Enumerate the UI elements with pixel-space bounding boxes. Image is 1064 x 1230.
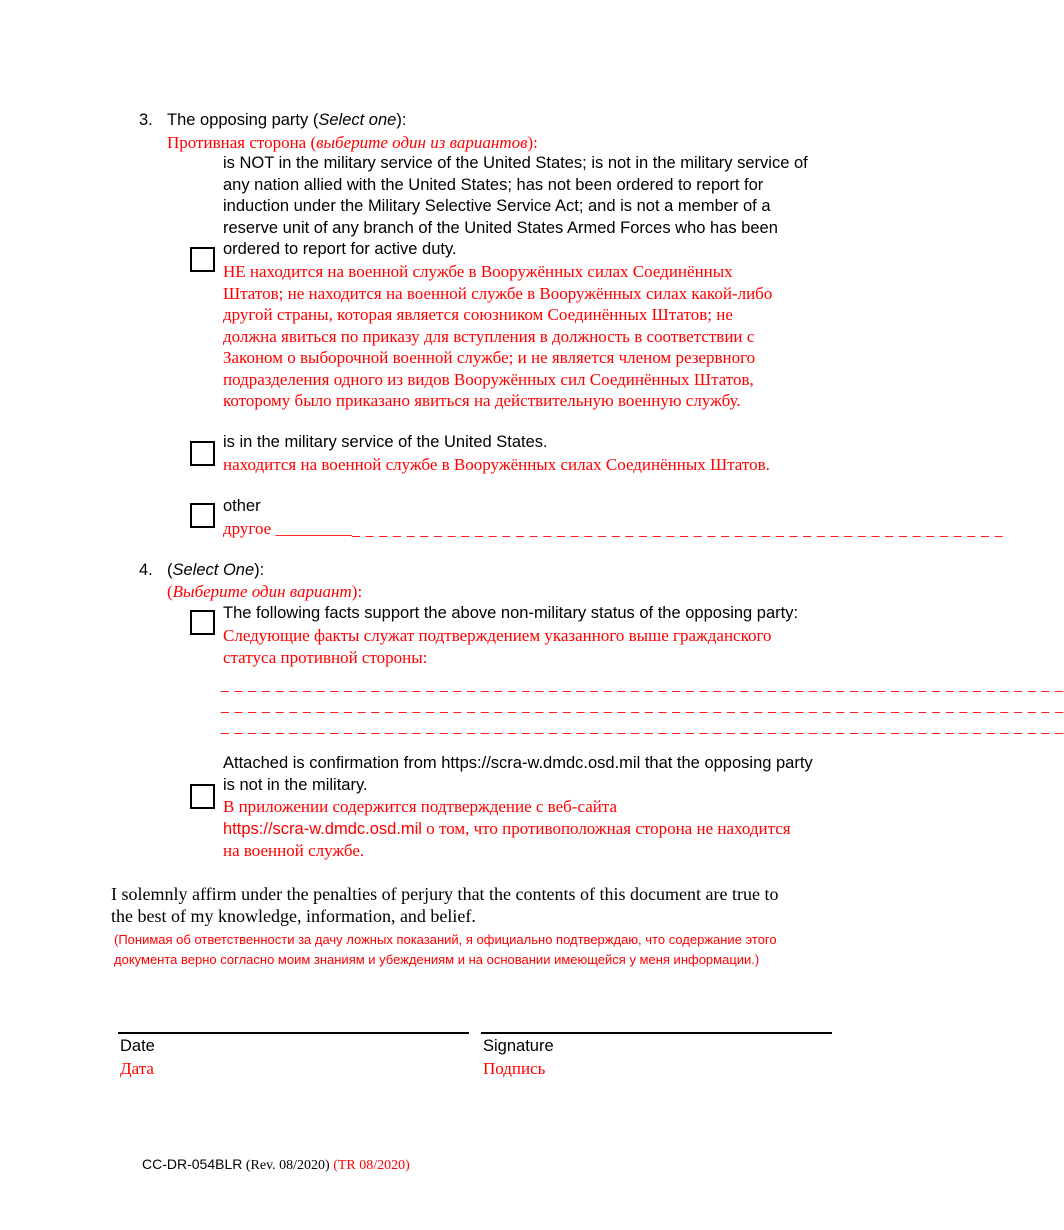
item4-number: 4. [139,561,153,579]
item3-title-suffix: ): [396,111,407,129]
date-label-ru: Дата [120,1059,154,1078]
item3-option2-checkbox[interactable] [190,441,215,466]
item4-option2-ru-line2 [223,818,791,841]
affirmation-text [111,884,778,927]
item4-facts-line[interactable]: _ _ _ _ _ _ _ _ _ _ _ _ _ _ _ _ _ _ _ _ _ _ _ _ _ _ _ _ _ _ _ _ _ _ _ _ _ _ _ _ _ _ _ _ _ _ _ _ _ _ _ _ _ _ _ _ _ _ _ _ _ _ [221,697,1064,713]
item4-option1-text: The following facts support the above non-military status of the opposing party: [223,604,799,622]
item3-ru-suffix: ): [527,133,538,152]
date-line[interactable] [118,1032,469,1034]
affirmation-text-ru [114,930,777,970]
item3-option2-text-ru: находится на военной службе в Вооружённых силах Соединённых Штатов. [223,455,770,474]
item4-option2-text-ru [223,796,791,862]
item3-option1-en-line: is NOT in the military service of the United States; is not in the military service of [223,154,808,172]
item3-title-italic: Select one [318,111,397,129]
item3-title [167,110,406,132]
item3-option1-text-ru [223,261,772,412]
signature-label: Signature [483,1037,554,1055]
footer [142,1155,410,1175]
item4-ru-suffix: ): [351,582,363,601]
item3-option1-en-line: reserve unit of any branch of the United States Armed Forces who has been [223,218,778,237]
affirmation-line: the best of my knowledge, information, and belief. [111,905,476,926]
item4-option2-checkbox[interactable] [190,784,215,809]
item3-title-ru [167,132,538,154]
item4-facts-lines[interactable] [221,674,1064,737]
item3-option3-blank-line[interactable]: _ _ _ _ _ _ _ _ _ _ _ _ _ _ _ _ _ _ _ _ _ _ _ _ _ _ _ _ _ _ _ _ _ _ _ _ _ _ _ _ _ _ _ _ _ _ _ _ [351,521,1004,537]
item3-option1-en-line: ordered to report for active duty. [223,240,457,258]
signature-line[interactable] [481,1032,832,1034]
item3-option1-ru-line: НЕ находится на военной службе в Вооружённых силах Соединённых [223,262,733,281]
affirmation-ru-line: (Понимая об ответственности за дачу ложных показаний, я официально подтверждаю, что содержание этого [114,932,777,947]
item3-option1-ru-line: которому было приказано явиться на действительную военную службу. [223,391,741,410]
item3-option1-checkbox[interactable] [190,247,215,272]
item4-title-suffix: ): [254,561,265,579]
item4-option2-ru-line3: на военной службе. [223,841,365,860]
item4-title-italic: Select One [172,561,255,579]
item4-option1-text-ru [223,625,772,668]
item3-option1-text [223,153,808,261]
item4-title [167,560,264,582]
form-code: CC-DR-054BLR [142,1156,243,1172]
date-label: Date [120,1037,155,1055]
item4-option1-checkbox[interactable] [190,610,215,635]
item3-option1-ru-line: другой страны, которая является союзником Соединённых Штатов; не [223,305,733,324]
item4-option2-ru-url: https://scra-w.dmdc.osd.mil [223,819,422,838]
item4-option2-en-line: Attached is confirmation from https://scra-w.dmdc.osd.mil that the opposing party [223,754,813,772]
item3-option1-ru-line: Законом о выборочной военной службе; и не является членом резервного [223,348,756,367]
item3-option1-ru-line: должна явиться по приказу для вступления в должность в соответствии с [223,326,755,346]
item4-ru-italic: Выберите один вариант [172,582,352,601]
item4-title-prefix: ( [167,561,173,579]
item4-option1-ru-line: Следующие факты служат подтверждением указанного выше гражданского [223,626,772,645]
form-revision: (Rev. 08/2020) [245,1158,330,1173]
item3-option3-checkbox[interactable] [190,503,215,528]
signature-label-ru: Подпись [483,1059,546,1078]
item3-number: 3. [139,111,153,129]
item4-option1-ru-line: статуса противной стороны: [223,647,428,667]
item4-option2-ru-line2-rest: о том, что противоположная сторона не находится [421,818,791,838]
item3-option1-en-line: induction under the Military Selective Service Act; and is not a member of a [223,197,771,215]
item3-option1-ru-line: подразделения одного из видов Вооружённых сил Соединённых Штатов, [223,369,754,389]
affirmation-line: I solemnly affirm under the penalties of perjury that the contents of this document are true to [111,884,779,904]
affirmation-ru-line: документа верно согласно моим знаниям и убеждениям и на основании имеющейся у меня информации.) [114,952,760,967]
item4-facts-line[interactable]: _ _ _ _ _ _ _ _ _ _ _ _ _ _ _ _ _ _ _ _ _ _ _ _ _ _ _ _ _ _ _ _ _ _ _ _ _ _ _ _ _ _ _ _ _ _ _ _ _ _ _ _ _ _ _ _ _ _ _ _ _ _ [221,718,1064,734]
item3-option3-blank-short[interactable]: _________ [275,519,352,538]
form-translation-revision: (TR 08/2020) [333,1158,410,1173]
item3-option3-text-ru [223,518,1004,541]
item4-ru-prefix: ( [167,582,173,601]
item4-title-ru [167,581,362,603]
item3-option2-text: is in the military service of the United States. [223,433,548,451]
item3-option3-text: other [223,497,261,515]
item4-facts-line[interactable]: _ _ _ _ _ _ _ _ _ _ _ _ _ _ _ _ _ _ _ _ _ _ _ _ _ _ _ _ _ _ _ _ _ _ _ _ _ _ _ _ _ _ _ _ _ _ _ _ _ _ _ _ _ _ _ _ _ _ _ _ _ _ [221,676,1064,692]
item3-option3-ru-label: другое [223,519,272,538]
item3-ru-italic: выберите один из вариантов [316,133,528,152]
item3-ru-prefix: Противная сторона ( [167,133,317,152]
item4-option2-text [223,753,813,796]
item3-option1-ru-line: Штатов; не находится на военной службе в Вооружённых силах какой-либо [223,283,773,303]
item3-option1-en-line: any nation allied with the United States; has not been ordered to report for [223,175,764,194]
item3-title-prefix: The opposing party ( [167,111,319,129]
item4-option2-ru-line1: В приложении содержится подтверждение с веб-сайта [223,797,618,816]
item4-option2-en-line: is not in the military. [223,775,368,794]
